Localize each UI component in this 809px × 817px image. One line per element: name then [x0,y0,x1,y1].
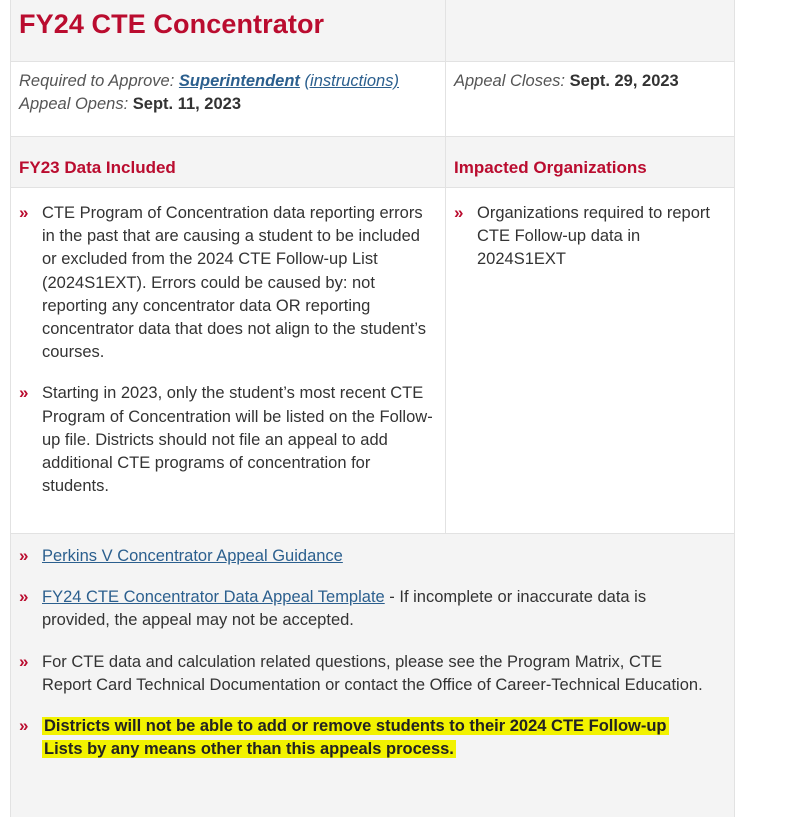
appeal-card [10,0,735,817]
guidance-link[interactable]: Perkins V Concentrator Appeal Guidance [42,547,343,565]
chevron-bullet-icon: » [19,587,29,607]
title-row [11,0,734,62]
template-note: - If incomplete or inaccurate data is provided, the appeal may not be accepted. [42,588,647,630]
chevron-bullet-icon: » [19,546,29,565]
list-item [11,651,734,697]
section-headings-row [11,137,734,188]
contact-note: For CTE data and calculation related questions, please see the Program Matrix, CTE Report Card Technical Documentation or contact the Office of Career-Technical Education. [42,652,703,694]
list-item: » CTE Program of Concentration data reporting errors in the past that are causing a student to be included or excluded from the 2024 CTE Follow-up List (2024S1EXT). Errors could be caused by: not reporting any concentrator data OR reporting concentrator data that does not align to the student’s courses. [19,203,427,362]
opens-date: Sept. 11, 2023 [132,95,242,113]
list-item [11,545,734,568]
approval-info [11,62,446,136]
meta-row [11,62,734,137]
impacted-orgs-heading: Impacted Organizations [454,158,647,177]
required-label: Required to Approve: [19,72,175,90]
data-included-heading: FY23 Data Included [11,137,446,187]
list-item [11,715,734,761]
chevron-bullet-icon: » [19,383,29,403]
impacted-orgs-list [446,188,734,533]
page-title: FY24 CTE Concentrator [19,9,325,39]
chevron-bullet-icon: » [19,716,29,736]
resources-footer [11,534,734,761]
list-item: » Organizations required to report CTE Follow-up data in 2024S1EXT [454,203,710,269]
list-item [11,586,734,632]
closes-date: Sept. 29, 2023 [569,72,679,90]
close-info [446,62,734,136]
superintendent-link[interactable]: Superintendent [178,72,300,90]
template-link[interactable]: FY24 CTE Concentrator Data Appeal Template [42,588,385,607]
instructions-link[interactable]: (instructions) [304,72,399,90]
section-body-row [11,188,734,534]
highlighted-notice: Districts will not be able to add or remove students to their 2024 CTE Follow-up Lists by any means other than this appeals process. [44,717,667,759]
chevron-bullet-icon: » [19,203,29,222]
closes-label: Appeal Closes: [454,72,565,90]
data-included-list [11,188,446,533]
list-item: » Starting in 2023, only the student’s most recent CTE Program of Concentration will be listed on the Follow-up file. Districts should not file an appeal to add additional CTE programs of concentration for students. [19,383,433,496]
chevron-bullet-icon: » [19,651,29,671]
chevron-bullet-icon: » [454,203,464,222]
opens-label: Appeal Opens: [19,95,129,113]
